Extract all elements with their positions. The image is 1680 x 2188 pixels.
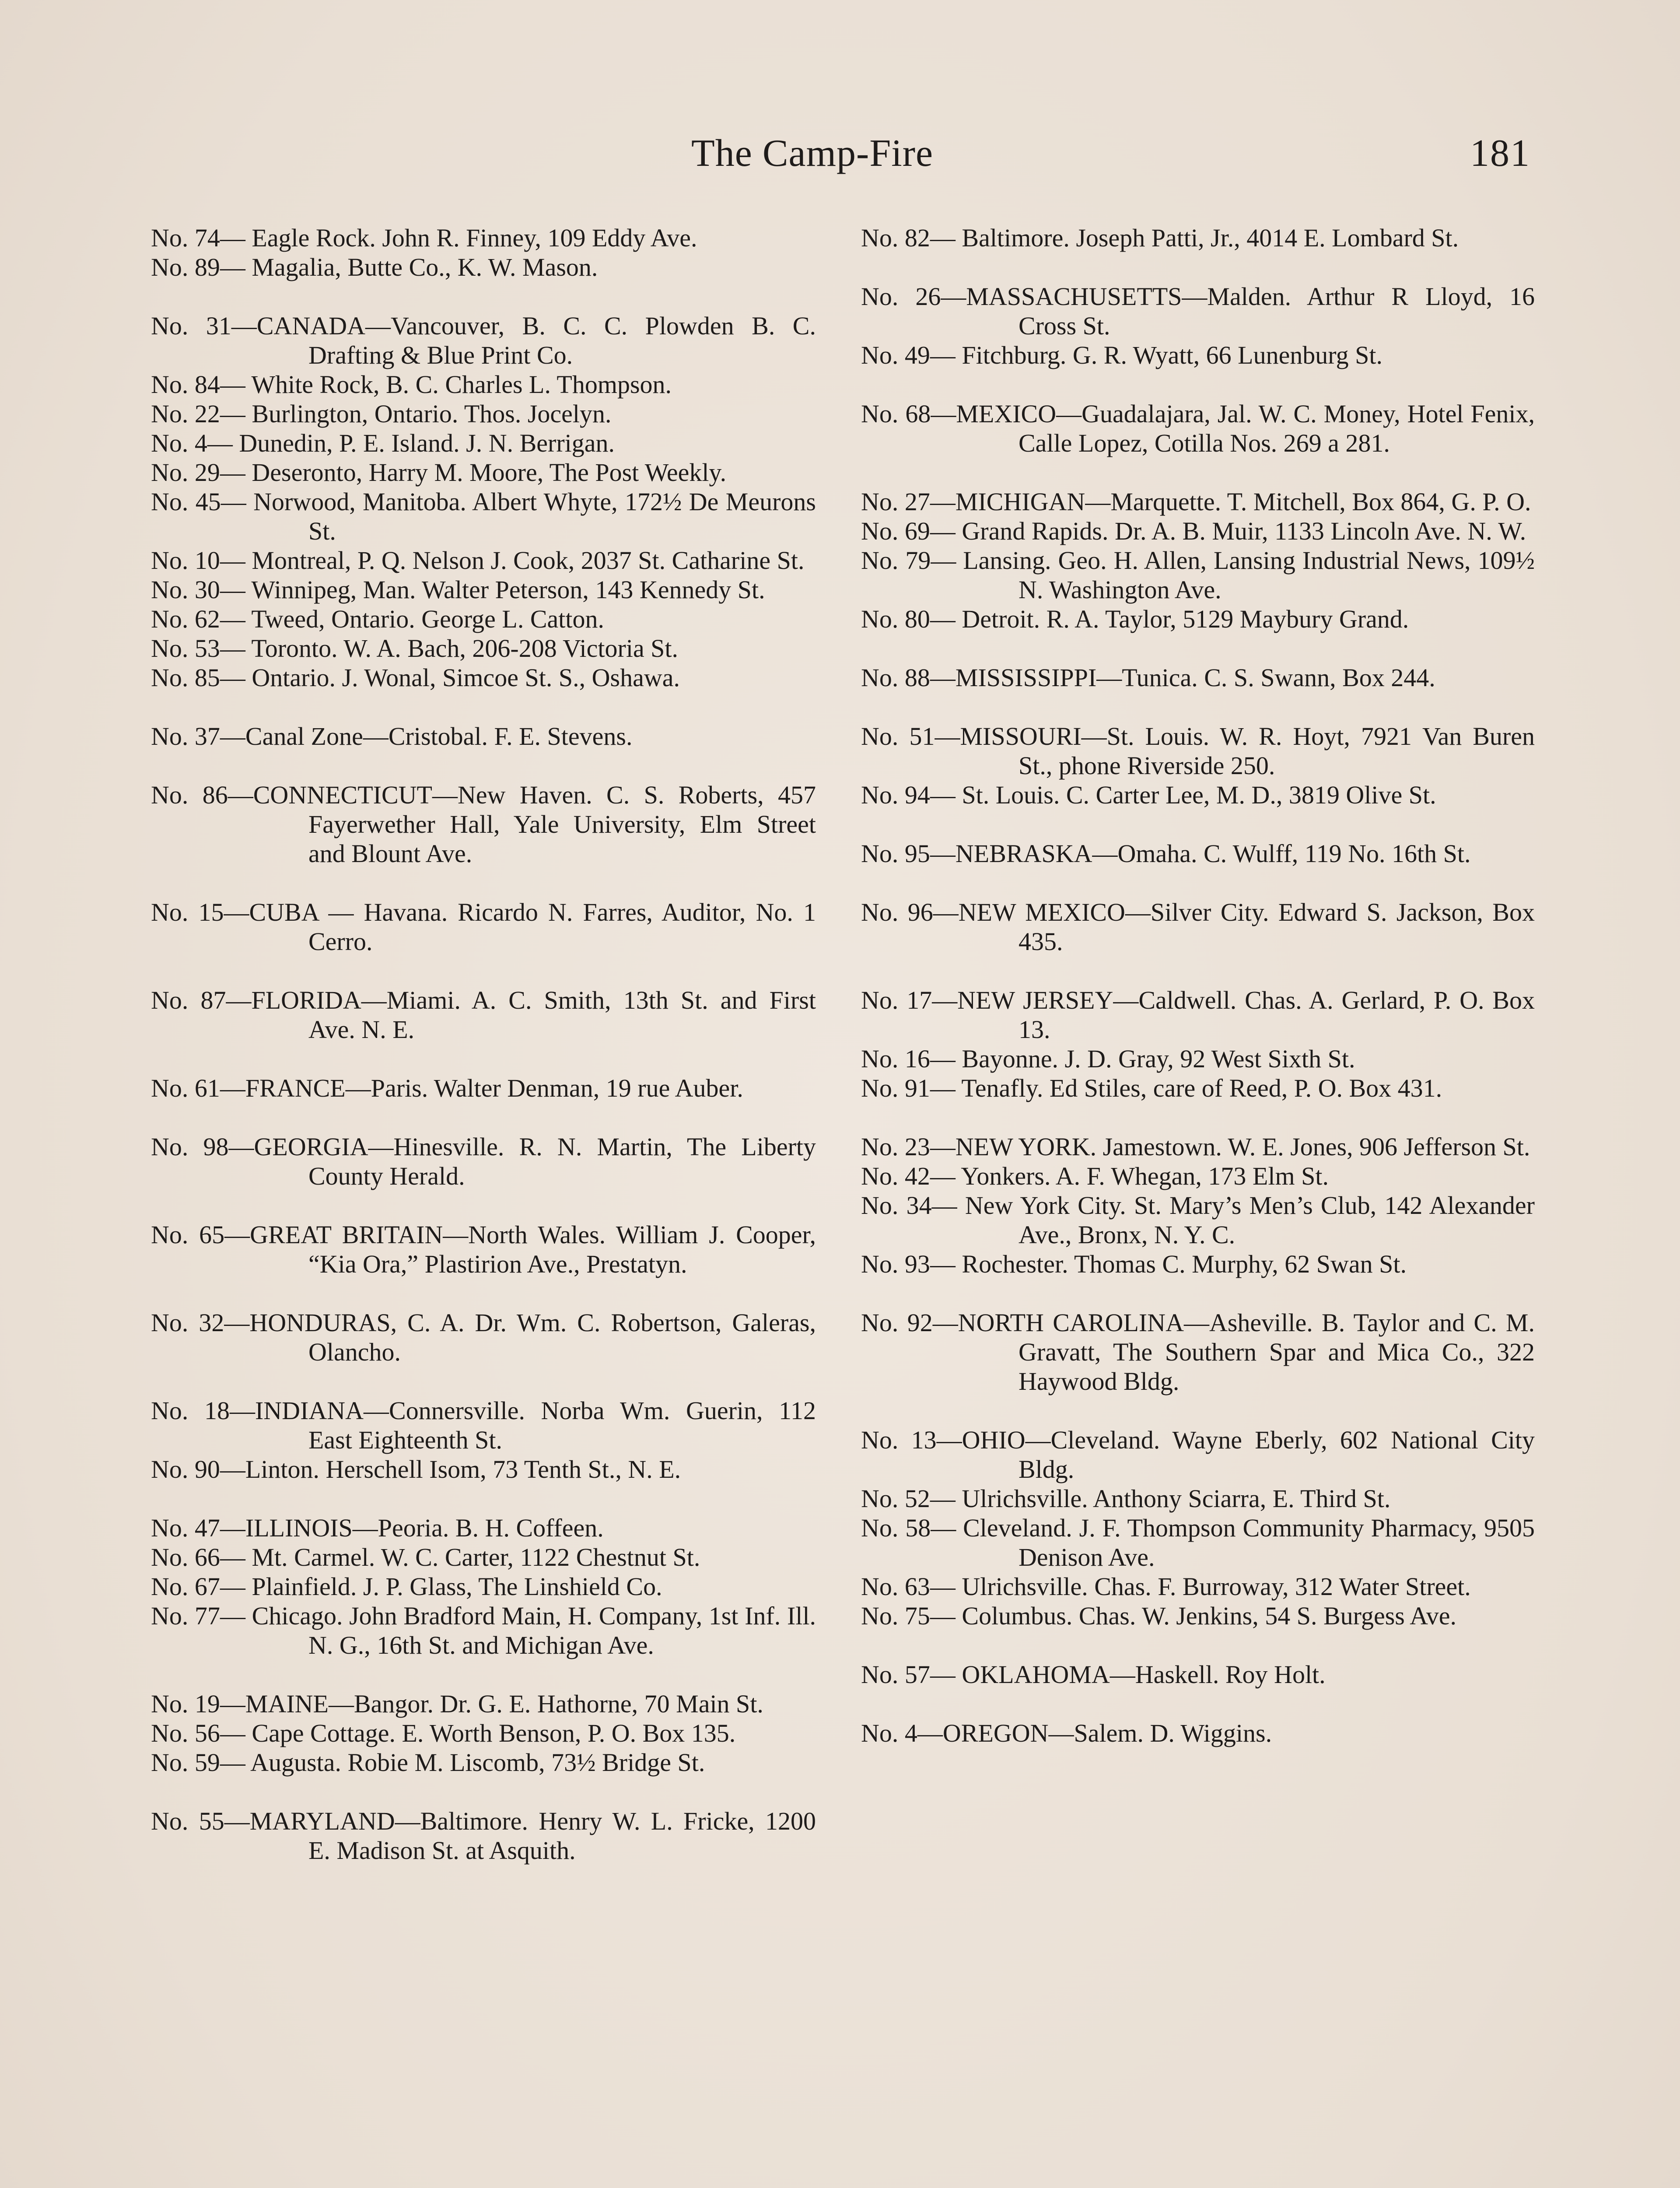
directory-entry: No. 74— Eagle Rock. John R. Finney, 109 Eddy Ave.	[151, 224, 697, 252]
page-title: The Camp-Fire	[691, 132, 934, 175]
directory-entry: No. 88—MISSISSIPPI—Tunica. C. S. Swann, Box 244.	[861, 663, 1435, 692]
directory-entry: No. 26—MASSACHUSETTS—Malden. Arthur R Lloyd, 16 Cross St.	[861, 282, 1535, 340]
directory-entry: No. 85— Ontario. J. Wonal, Simcoe St. S., Oshawa.	[151, 663, 680, 692]
directory-entry: No. 63— Ulrichsville. Chas. F. Burroway, 312 Water Street.	[861, 1572, 1471, 1601]
directory-entry: No. 77— Chicago. John Bradford Main, H. Company, 1st Inf. Ill. N. G., 16th St. and Michigan Ave.	[151, 1602, 816, 1659]
directory-entry: No. 29— Deseronto, Harry M. Moore, The Post Weekly.	[151, 458, 727, 487]
directory-entry: No. 52— Ulrichsville. Anthony Sciarra, E. Third St.	[861, 1484, 1391, 1513]
directory-entry: No. 10— Montreal, P. Q. Nelson J. Cook, 2037 St. Catharine St.	[151, 546, 805, 575]
directory-entry: No. 15—CUBA — Havana. Ricardo N. Farres, Auditor, No. 1 Cerro.	[151, 898, 816, 956]
directory-entry: No. 58— Cleveland. J. F. Thompson Community Pharmacy, 9505 Denison Ave.	[861, 1514, 1535, 1571]
directory-entry: No. 86—CONNECTICUT—New Haven. C. S. Roberts, 457 Fayerwether Hall, Yale University, Elm Street and Blount Ave.	[151, 781, 816, 868]
directory-entry: No. 13—OHIO—Cleveland. Wayne Eberly, 602 National City Bldg.	[861, 1426, 1535, 1483]
directory-entry: No. 84— White Rock, B. C. Charles L. Thompson.	[151, 370, 672, 399]
directory-entry: No. 69— Grand Rapids. Dr. A. B. Muir, 1133 Lincoln Ave. N. W.	[861, 517, 1526, 545]
directory-entry: No. 34— New York City. St. Mary’s Men’s Club, 142 Alexander Ave., Bronx, N. Y. C.	[861, 1191, 1535, 1249]
directory-entry: No. 16— Bayonne. J. D. Gray, 92 West Sixth St.	[861, 1045, 1355, 1073]
right-column	[861, 223, 1535, 1748]
page-header	[0, 131, 1680, 179]
directory-entry: No. 89— Magalia, Butte Co., K. W. Mason.	[151, 253, 598, 281]
directory-entry: No. 51—MISSOURI—St. Louis. W. R. Hoyt, 7921 Van Buren St., phone Riverside 250.	[861, 722, 1535, 780]
left-column	[151, 223, 816, 1865]
directory-entry: No. 22— Burlington, Ontario. Thos. Jocelyn.	[151, 400, 612, 428]
directory-entry: No. 18—INDIANA—Connersville. Norba Wm. Guerin, 112 East Eighteenth St.	[151, 1396, 816, 1454]
directory-entry: No. 91— Tenafly. Ed Stiles, care of Reed, P. O. Box 431.	[861, 1074, 1442, 1102]
directory-entry: No. 68—MEXICO—Guadalajara, Jal. W. C. Money, Hotel Fenix, Calle Lopez, Cotilla Nos. 269 a 281.	[861, 400, 1535, 457]
directory-entry: No. 30— Winnipeg, Man. Walter Peterson, 143 Kennedy St.	[151, 575, 765, 604]
directory-entry: No. 4—OREGON—Salem. D. Wiggins.	[861, 1719, 1272, 1747]
directory-entry: No. 31—CANADA—Vancouver, B. C. C. Plowden B. C. Drafting & Blue Print Co.	[151, 312, 816, 369]
directory-entry: No. 49— Fitchburg. G. R. Wyatt, 66 Lunenburg St.	[861, 341, 1382, 369]
directory-entry: No. 32—HONDURAS, C. A. Dr. Wm. C. Robertson, Galeras, Olancho.	[151, 1308, 816, 1366]
directory-entry: No. 87—FLORIDA—Miami. A. C. Smith, 13th St. and First Ave. N. E.	[151, 986, 816, 1044]
directory-entry: No. 92—NORTH CAROLINA—Asheville. B. Taylor and C. M. Gravatt, The Southern Spar and Mica Co., 322 Haywood Bldg.	[861, 1308, 1535, 1396]
directory-entry: No. 90—Linton. Herschell Isom, 73 Tenth St., N. E.	[151, 1455, 681, 1483]
directory-entry: No. 4— Dunedin, P. E. Island. J. N. Berrigan.	[151, 429, 615, 457]
directory-entry: No. 55—MARYLAND—Baltimore. Henry W. L. Fricke, 1200 E. Madison St. at Asquith.	[151, 1807, 816, 1865]
directory-entry: No. 62— Tweed, Ontario. George L. Catton.	[151, 605, 604, 633]
directory-entry: No. 66— Mt. Carmel. W. C. Carter, 1122 Chestnut St.	[151, 1543, 700, 1571]
directory-entry: No. 59— Augusta. Robie M. Liscomb, 73½ Bridge St.	[151, 1748, 705, 1777]
directory-entry: No. 61—FRANCE—Paris. Walter Denman, 19 rue Auber.	[151, 1074, 743, 1102]
directory-entry: No. 42— Yonkers. A. F. Whegan, 173 Elm St.	[861, 1162, 1329, 1190]
directory-entry: No. 80— Detroit. R. A. Taylor, 5129 Maybury Grand.	[861, 605, 1409, 633]
directory-entry: No. 17—NEW JERSEY—Caldwell. Chas. A. Gerlard, P. O. Box 13.	[861, 986, 1535, 1044]
directory-entry: No. 23—NEW YORK. Jamestown. W. E. Jones, 906 Jefferson St.	[861, 1133, 1530, 1161]
page-number: 181	[1470, 132, 1530, 175]
directory-entry: No. 53— Toronto. W. A. Bach, 206-208 Victoria St.	[151, 634, 679, 663]
directory-entry: No. 37—Canal Zone—Cristobal. F. E. Stevens.	[151, 722, 633, 750]
directory-entry: No. 82— Baltimore. Joseph Patti, Jr., 4014 E. Lombard St.	[861, 224, 1459, 252]
directory-entry: No. 94— St. Louis. C. Carter Lee, M. D., 3819 Olive St.	[861, 781, 1436, 809]
directory-entry: No. 45— Norwood, Manitoba. Albert Whyte, 172½ De Meurons St.	[151, 487, 816, 545]
directory-entry: No. 19—MAINE—Bangor. Dr. G. E. Hathorne, 70 Main St.	[151, 1690, 763, 1718]
directory-entry: No. 65—GREAT BRITAIN—North Wales. William J. Cooper, “Kia Ora,” Plastirion Ave., Prestatyn.	[151, 1220, 816, 1278]
directory-entry: No. 27—MICHIGAN—Marquette. T. Mitchell, Box 864, G. P. O.	[861, 487, 1531, 516]
directory-entry: No. 79— Lansing. Geo. H. Allen, Lansing Industrial News, 109½ N. Washington Ave.	[861, 546, 1535, 604]
directory-entry: No. 75— Columbus. Chas. W. Jenkins, 54 S. Burgess Ave.	[861, 1602, 1456, 1630]
directory-entry: No. 57— OKLAHOMA—Haskell. Roy Holt.	[861, 1660, 1326, 1689]
directory-entry: No. 67— Plainfield. J. P. Glass, The Linshield Co.	[151, 1572, 662, 1601]
directory-entry: No. 47—ILLINOIS—Peoria. B. H. Coffeen.	[151, 1514, 604, 1542]
directory-entry: No. 93— Rochester. Thomas C. Murphy, 62 Swan St.	[861, 1250, 1407, 1278]
directory-entry: No. 95—NEBRASKA—Omaha. C. Wulff, 119 No. 16th St.	[861, 839, 1471, 868]
directory-entry: No. 96—NEW MEXICO—Silver City. Edward S. Jackson, Box 435.	[861, 898, 1535, 956]
directory-entry: No. 98—GEORGIA—Hinesville. R. N. Martin, The Liberty County Herald.	[151, 1133, 816, 1190]
directory-entry: No. 56— Cape Cottage. E. Worth Benson, P. O. Box 135.	[151, 1719, 736, 1747]
